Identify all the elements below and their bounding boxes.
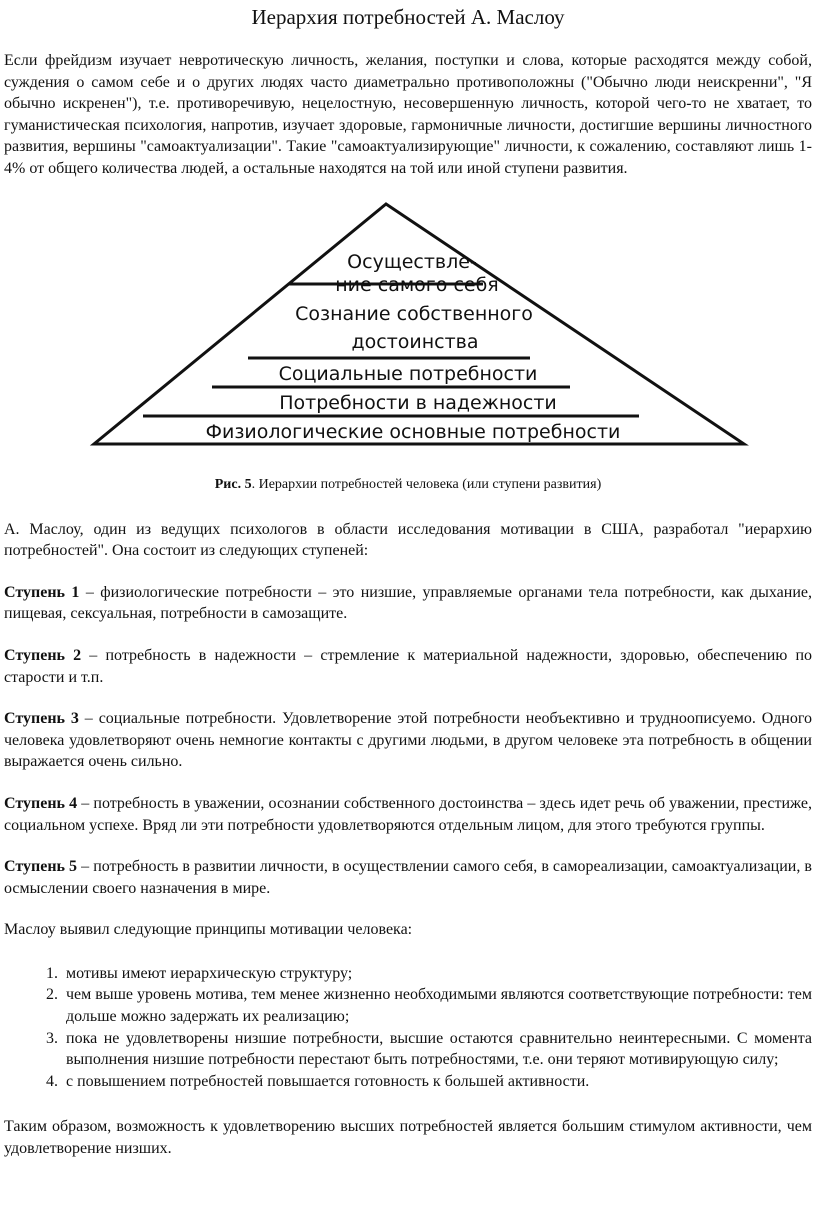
pyramid-level-2: Потребности в надежности [279,391,557,414]
pyramid-level-4-line-1: Сознание собственного [295,302,533,325]
pyramid-level-3: Социальные потребности [278,362,538,385]
pyramid-level-5-line-1: Осуществле- [347,250,477,273]
list-item: 1. мотивы имеют иерархическую структуру; [62,963,812,985]
maslow-intro-paragraph: А. Маслоу, один из ведущих психологов в области исследования мотивации в США, разработал "иерархию потребностей". Она состоит из следующих ступеней: [4,520,812,560]
step-label: Ступень 1 [4,583,80,601]
principles-intro: Маслоу выявил следующие принципы мотивации человека: [4,921,413,939]
principles-list [4,963,812,1093]
pyramid-figure [4,182,816,482]
step-3 [4,708,812,773]
step-label: Ступень 5 [4,858,78,876]
conclusion-paragraph: Таким образом, возможность к удовлетворению высших потребностей является большим стимулом активности, чем удовлетворение низших. [4,1118,812,1158]
pyramid-level-4-line-2: достоинства [351,330,479,353]
step-text: – социальные потребности. Удовлетворение этой потребности необъективно и трудноописуемо. Одного человека удовлетворяют очень немногие контакты с другими людьми, в другом человеке эта потребность в общении выражается очень сильно. [4,710,812,771]
step-text: – потребность в надежности – стремление к материальной надежности, здоровью, обеспечению по старости и т.п. [4,646,813,686]
list-item: 4. с повышением потребностей повышается готовность к большей активности. [62,1071,812,1093]
step-4 [4,793,812,836]
step-label: Ступень 2 [4,646,82,664]
caption-text: . Иерархии потребностей человека (или ступени развития) [251,476,602,492]
list-item: 2. чем выше уровень мотива, тем менее жизненно необходимыми являются соответствующие потребности: тем дольше можно задержать их реализацию; [62,984,812,1027]
list-item: 3. пока не удовлетворены низшие потребности, высшие остаются сравнительно неинтересными. С момента выполнения низшие потребности перестают быть потребностями, т.е. они теряют мотивирующую силу; [62,1028,812,1071]
step-label: Ступень 3 [4,710,79,728]
step-1 [4,582,812,625]
pyramid-level-5-line-2: ние самого себя [335,273,499,296]
step-2 [4,645,812,688]
page-title: Иерархия потребностей А. Маслоу [251,5,565,29]
caption-label: Рис. 5 [214,476,252,492]
step-text: – потребность в развитии личности, в осуществлении самого себя, в самореализации, самоактуализации, в осмыслении своего назначения в мире. [4,858,812,897]
step-5 [4,856,812,899]
step-label: Ступень 4 [4,794,78,812]
pyramid-diagram [4,182,816,482]
document-page [0,4,816,1160]
step-text: – потребность в уважении, осознании собственного достоинства – здесь идет речь об уважении, престиже, социальном успехе. Вряд ли эти потребности удовлетворяются отдельным лицом, для этого требуются группы. [4,794,812,834]
pyramid-level-1: Физиологические основные потребности [205,420,621,443]
intro-paragraph: Если фрейдизм изучает невротическую личность, желания, поступки и слова, которые расходятся между собой, суждения о самом себе и о других людях часто диаметрально противоположны ("Обычно люди неискренни", "Я обычно искренен"), т.е. противоречивую, нецелостную, несовершенную личность, которой чего-то не хватает, то гуманистическая психология, напротив, изучает здоровые, гармоничные личности, достигшие вершины личностного развития, вершины "самоактуализации". Такие "самоактуализирующие" личности, к сожалению, составляют лишь 1-4% от общего количества людей, а остальные находятся на той или иной ступени развития. [4,52,812,177]
step-text: – физиологические потребности – это низшие, управляемые органами тела потребности, как дыхание, пищевая, сексуальная, потребности в самозащите. [4,583,812,623]
